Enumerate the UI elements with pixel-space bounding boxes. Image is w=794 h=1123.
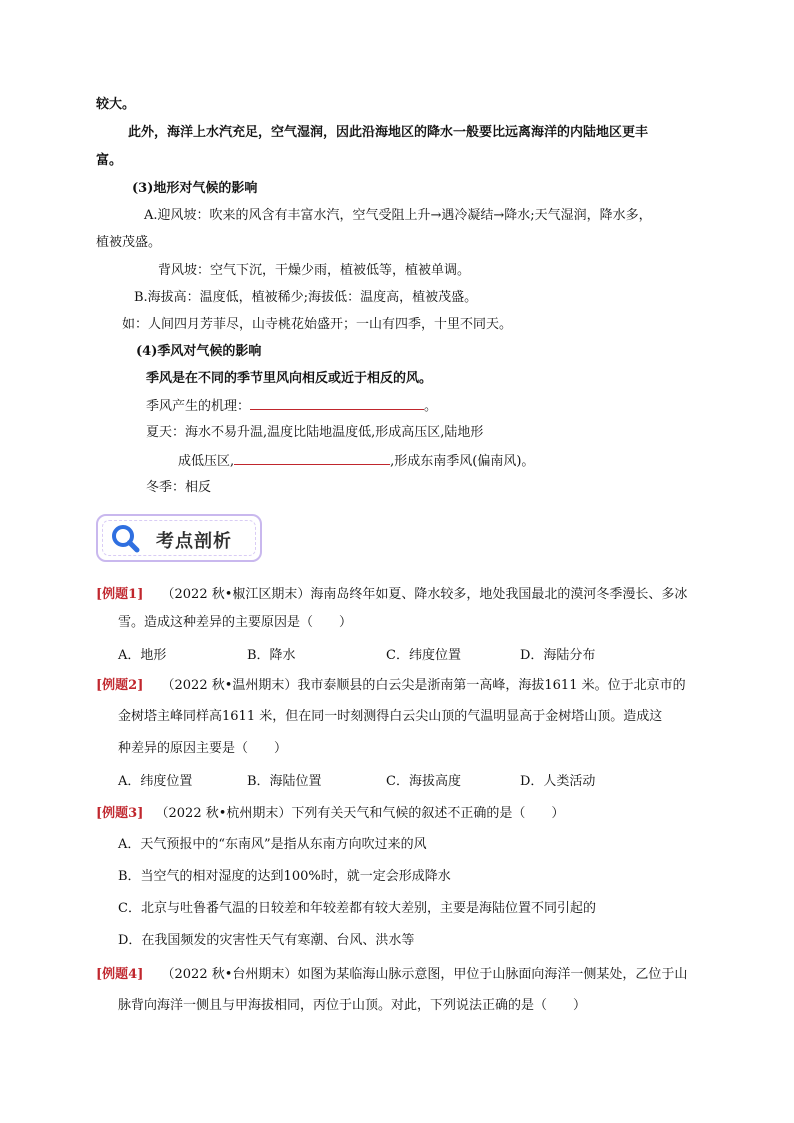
question-3-line-1 (96, 805, 564, 823)
question-4-line-1 (96, 966, 687, 984)
mechanism-label: 季风产生的机理： (146, 399, 251, 414)
question-4-tag: [例题4] (96, 967, 144, 982)
terrain-b-line: B.海拔高：温度低，植被稀少;海拔低：温度高，植被茂盛。 (134, 290, 478, 305)
question-1-option-c[interactable]: C．纬度位置 (386, 648, 461, 663)
question-1-text-1: （2022 秋•椒江区期末）海南岛终年如夏、降水较多，地处我国最北的漠河冬季漫长、多冰 (161, 587, 688, 602)
question-2-line-1 (96, 677, 686, 695)
question-1-option-d[interactable]: D．海陆分布 (520, 648, 596, 663)
monsoon-summer-line-1: 夏天：海水不易升温,温度比陆地温度低,形成高压区,陆地形 (146, 425, 484, 440)
question-2-option-a[interactable]: A．纬度位置 (118, 774, 193, 789)
monsoon-heading: (4)季风对气候的影响 (136, 344, 262, 359)
question-2-line-2: 金树塔主峰同样高1611 米，但在同一时刻测得白云尖山顶的气温明显高于金树塔山顶。造成这 (118, 709, 663, 724)
terrain-a-line-2: 植被茂盛。 (96, 235, 162, 250)
question-1-tag: [例题1] (96, 587, 144, 602)
summer-line-2-start: 成低压区, (178, 454, 235, 469)
banner-title: 考点剖析 (156, 531, 232, 552)
question-2-tag: [例题2] (96, 678, 144, 693)
question-2-option-d[interactable]: D．人类活动 (520, 774, 596, 789)
question-2-text-1: （2022 秋•温州期末）我市泰顺县的白云尖是浙南第一高峰，海拔1611 米。位于北京市的 (161, 678, 686, 693)
terrain-a-line-1: A.迎风坡：吹来的风含有丰富水汽，空气受阻上升→遇冷凝结→降水;天气湿润，降水多， (144, 208, 652, 223)
intro-line-2: 此外，海洋上水汽充足，空气湿润，因此沿海地区的降水一般要比远离海洋的内陆地区更丰 (128, 125, 649, 140)
question-3-option-a[interactable]: A．天气预报中的“东南风”是指从东南方向吹过来的风 (118, 837, 427, 852)
question-1-line-1 (96, 586, 687, 604)
intro-line-3: 富。 (96, 153, 123, 168)
question-1-line-2: 雪。造成这种差异的主要原因是（ ） (118, 615, 353, 630)
question-3-option-c[interactable]: C．北京与吐鲁番气温的日较差和年较差都有较大差别，主要是海陆位置不同引起的 (118, 901, 596, 916)
question-3-text-1: （2022 秋•杭州期末）下列有关天气和气候的叙述不正确的是（ ） (155, 806, 565, 821)
question-4-line-2: 脉背向海洋一侧且与甲海拔相同，丙位于山顶。对此，下列说法正确的是（ ） (118, 998, 587, 1013)
monsoon-mechanism (146, 397, 437, 416)
mechanism-blank[interactable] (250, 397, 424, 410)
terrain-heading: (3)地形对气候的影响 (132, 181, 258, 196)
question-3-tag: [例题3] (96, 806, 144, 821)
monsoon-definition: 季风是在不同的季节里风向相反或近于相反的风。 (146, 371, 433, 386)
question-2-option-c[interactable]: C．海拔高度 (386, 774, 461, 789)
summer-blank[interactable] (234, 452, 390, 465)
question-1-option-b[interactable]: B．降水 (247, 648, 296, 663)
terrain-example: 如：人间四月芳菲尽，山寺桃花始盛开；一山有四季，十里不同天。 (122, 317, 513, 332)
monsoon-summer-line-2 (178, 452, 534, 471)
question-2-line-3: 种差异的原因主要是（ ） (118, 741, 288, 756)
terrain-leeward: 背风坡：空气下沉，干燥少雨，植被低等，植被单调。 (158, 263, 471, 278)
question-3-option-b[interactable]: B．当空气的相对湿度的达到100%时，就一定会形成降水 (118, 869, 451, 884)
question-2-option-b[interactable]: B．海陆位置 (247, 774, 322, 789)
analysis-banner (96, 514, 262, 562)
summer-line-2-end: ,形成东南季风(偏南风)。 (390, 454, 535, 469)
question-4-text-1: （2022 秋•台州期末）如图为某临海山脉示意图，甲位于山脉面向海洋一侧某处，乙位于山 (161, 967, 688, 982)
question-1-option-a[interactable]: A．地形 (118, 648, 167, 663)
question-3-option-d[interactable]: D．在我国频发的灾害性天气有寒潮、台风、洪水等 (118, 933, 415, 948)
mechanism-end: 。 (424, 399, 438, 414)
monsoon-winter: 冬季：相反 (146, 480, 212, 495)
intro-line-1: 较大。 (96, 97, 136, 112)
search-icon (110, 523, 142, 555)
